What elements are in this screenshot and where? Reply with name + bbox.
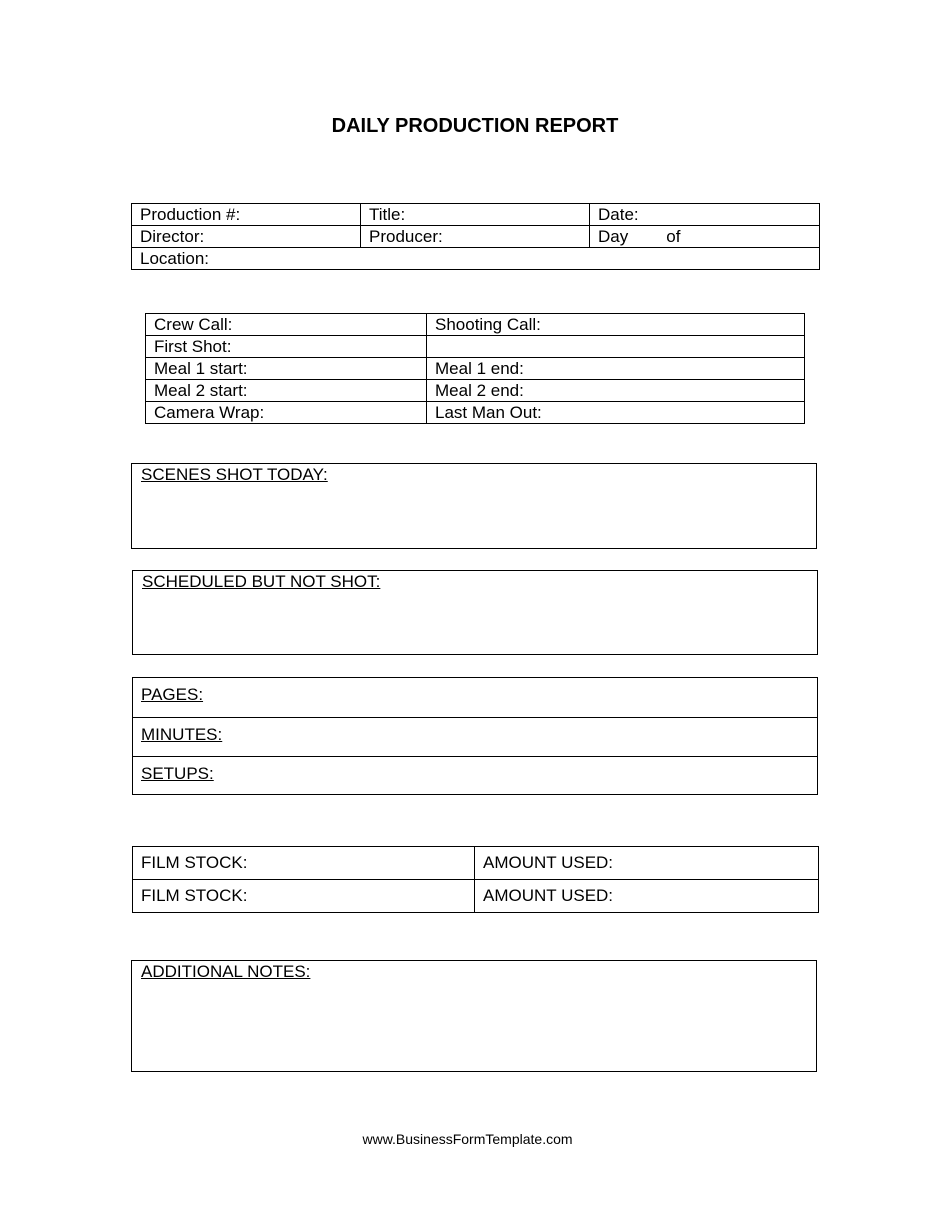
- stats-box: [132, 677, 818, 795]
- meal-2-end-field[interactable]: Meal 2 end:: [427, 380, 805, 402]
- scenes-shot-today-label: SCENES SHOT TODAY:: [141, 465, 328, 484]
- day-of-field[interactable]: [590, 226, 820, 248]
- director-field[interactable]: Director:: [132, 226, 361, 248]
- footer-url: www.BusinessFormTemplate.com: [362, 1131, 573, 1147]
- production-info-table: [131, 203, 820, 270]
- scheduled-not-shot-box[interactable]: [132, 570, 818, 655]
- setups-label: SETUPS:: [141, 764, 214, 783]
- last-man-out-field[interactable]: Last Man Out:: [427, 402, 805, 424]
- crew-call-field[interactable]: Crew Call:: [146, 314, 427, 336]
- film-stock-field[interactable]: FILM STOCK:: [133, 880, 475, 913]
- setups-row[interactable]: [133, 756, 817, 795]
- additional-notes-box[interactable]: [131, 960, 817, 1072]
- pages-label: PAGES:: [141, 685, 204, 704]
- shooting-call-field[interactable]: Shooting Call:: [427, 314, 805, 336]
- title-field[interactable]: Title:: [361, 204, 590, 226]
- additional-notes-label: ADDITIONAL NOTES:: [141, 962, 311, 981]
- pages-row[interactable]: [133, 678, 817, 717]
- film-stock-field[interactable]: FILM STOCK:: [133, 847, 475, 880]
- first-shot-field[interactable]: First Shot:: [146, 336, 427, 358]
- amount-used-field[interactable]: AMOUNT USED:: [475, 847, 819, 880]
- of-label: of: [666, 226, 681, 246]
- film-stock-table: [132, 846, 819, 913]
- camera-wrap-field[interactable]: Camera Wrap:: [146, 402, 427, 424]
- scenes-shot-today-box[interactable]: [131, 463, 817, 549]
- meal-1-start-field[interactable]: Meal 1 start:: [146, 358, 427, 380]
- meal-2-start-field[interactable]: Meal 2 start:: [146, 380, 427, 402]
- empty-cell: [427, 336, 805, 358]
- production-number-field[interactable]: Production #:: [132, 204, 361, 226]
- page-title: DAILY PRODUCTION REPORT: [331, 115, 619, 137]
- amount-used-field[interactable]: AMOUNT USED:: [475, 880, 819, 913]
- date-field[interactable]: Date:: [590, 204, 820, 226]
- minutes-label: MINUTES:: [141, 725, 223, 744]
- meal-1-end-field[interactable]: Meal 1 end:: [427, 358, 805, 380]
- day-label: Day: [598, 226, 629, 246]
- call-times-table: [145, 313, 805, 424]
- minutes-row[interactable]: [133, 717, 817, 756]
- producer-field[interactable]: Producer:: [361, 226, 590, 248]
- location-field[interactable]: Location:: [132, 248, 820, 270]
- scheduled-not-shot-label: SCHEDULED BUT NOT SHOT:: [142, 572, 381, 591]
